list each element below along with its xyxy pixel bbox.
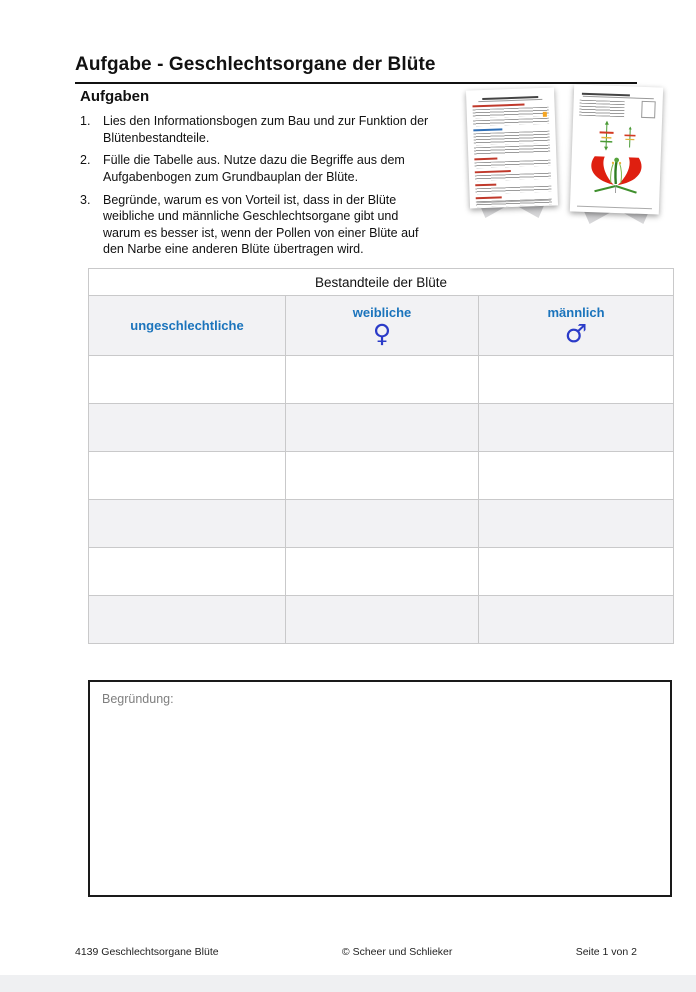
task-number: 2. [80,153,91,168]
column-label: männlich [547,304,605,320]
table-cell [286,452,479,500]
reasoning-box [88,680,672,897]
reasoning-label: Begründung: [102,692,174,706]
task-text: Begründe, warum es von Vorteil ist, dass in der Blüte weibliche und männliche Geschlechtsorgane gibt und warum es besser ist, wenn der Pollen von einer Blüte auf den Narbe eine anderen Blüte übertragen wird. [103,192,419,257]
highlight-mark [543,112,547,117]
flower-schema-icon [597,120,616,151]
flower-parts-table [88,268,674,644]
task-item [80,192,460,259]
table-cell [479,404,674,452]
table-cell [89,452,286,500]
table-row [89,452,674,500]
table-row [89,500,674,548]
tasks-section [80,88,460,264]
table-body [89,356,674,644]
red-flower-illustration [582,152,649,194]
female-gender-icon: ♀ [372,318,392,348]
table-row [89,356,674,404]
table-cell [479,596,674,644]
page-footer [75,946,637,958]
table-cell [479,500,674,548]
column-header-female [286,296,479,356]
table-caption: Bestandteile der Blüte [89,269,674,296]
schematic-diagrams [578,120,656,153]
tasks-heading: Aufgaben [80,88,150,105]
table-cell [286,548,479,596]
thumbnail-info-sheet [468,89,556,207]
table-cell [286,356,479,404]
footer-page-number: Seite 1 von 2 [575,946,637,958]
footer-copyright: © Scheer und Schlieker [341,946,453,958]
task-text: Fülle die Tabelle aus. Nutze dazu die Begriffe aus dem Aufgabenbogen zum Grundbauplan der Blüte. [103,153,405,184]
page-title: Aufgabe - Geschlechtsorgane der Blüte [75,54,637,84]
thumbnail-flower-diagram [572,86,661,213]
table-cell [89,596,286,644]
legend-box [641,101,656,118]
task-number: 1. [80,114,91,128]
column-label: weibliche [352,304,412,320]
table-row [89,404,674,452]
table-cell [89,500,286,548]
table-cell [286,500,479,548]
column-header-male [479,296,674,356]
info-sheet-page [466,88,558,209]
task-text: Lies den Informationsbogen zum Bau und zur Funktion der Blütenbestandteile. [103,114,429,145]
task-item [80,113,460,146]
table-cell [286,596,479,644]
table-cell [89,548,286,596]
table-cell [479,452,674,500]
table-row [89,548,674,596]
footer-doc-id: 4139 Geschlechtsorgane Blüte [75,946,219,958]
table-cell [286,404,479,452]
table-cell [479,356,674,404]
page-edge [0,975,696,992]
flower-schema-icon [623,126,637,148]
table-cell [479,548,674,596]
male-gender-icon: ♂ [564,318,588,348]
task-number: 3. [80,192,91,207]
table-cell [89,356,286,404]
table-row [89,596,674,644]
column-label: ungeschlechtliche [130,318,244,333]
flower-diagram-page [570,84,663,214]
table-cell [89,404,286,452]
column-header-asexual [89,296,286,356]
task-item [80,152,460,185]
preview-thumbnails [468,86,673,228]
